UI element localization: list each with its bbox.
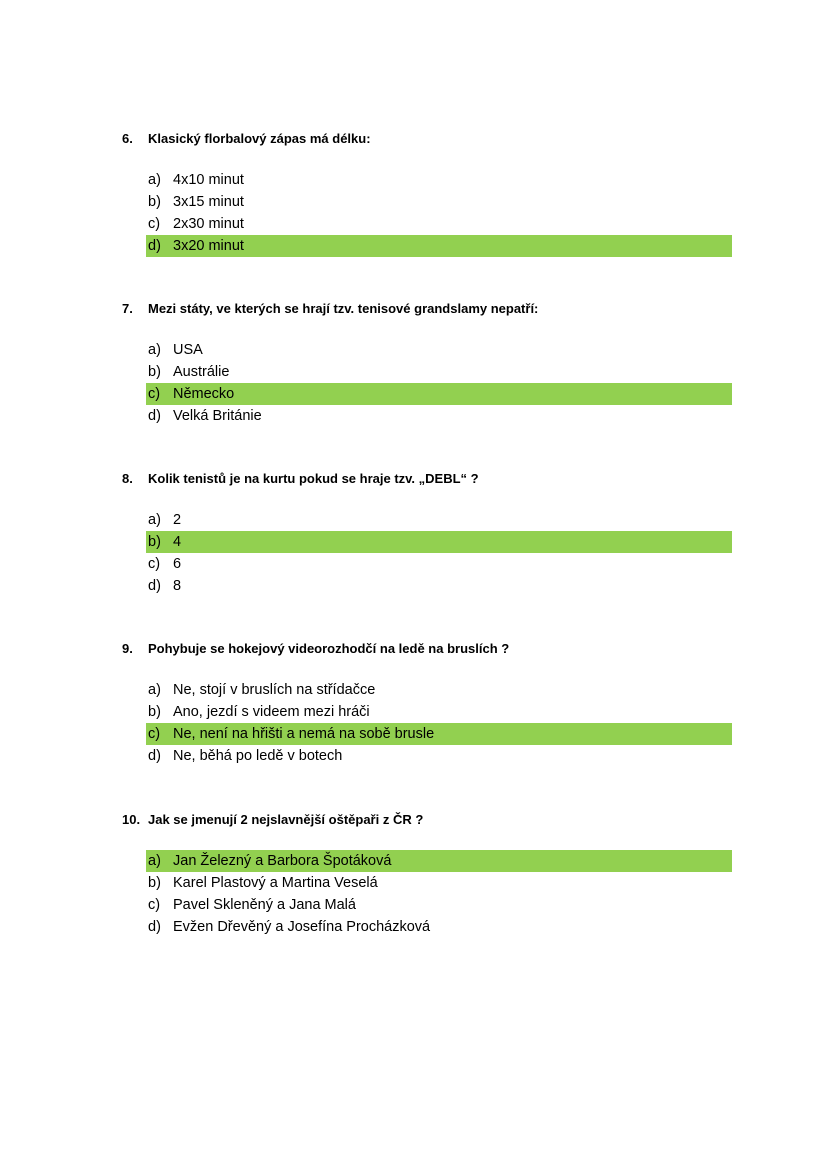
answer-text: 6	[173, 556, 182, 572]
answer-option[interactable]	[146, 169, 732, 191]
answer-letter: b)	[148, 194, 161, 210]
question-title	[122, 298, 732, 320]
question-9	[122, 638, 732, 783]
answer-letter: d)	[148, 919, 161, 935]
answer-letter: d)	[148, 408, 161, 424]
question-number: 10.	[122, 812, 141, 827]
answer-text: USA	[173, 342, 203, 358]
answer-letter: a)	[148, 172, 161, 188]
answer-text: Karel Plastový a Martina Veselá	[173, 875, 378, 891]
answer-option[interactable]	[146, 509, 732, 531]
answer-letter: c)	[148, 726, 161, 742]
answer-option[interactable]	[146, 191, 732, 213]
question-title	[122, 128, 732, 150]
question-number: 6.	[122, 131, 133, 146]
answer-letter: c)	[148, 556, 161, 572]
question-text: Pohybuje se hokejový videorozhodčí na ledě na bruslích ?	[148, 641, 510, 656]
answer-letter: b)	[148, 704, 161, 720]
answer-list	[122, 509, 732, 597]
answer-text: 2	[173, 512, 182, 528]
answer-text: Ne, není na hřišti a nemá na sobě brusle	[173, 726, 435, 742]
answer-list	[122, 679, 732, 767]
answer-text: Ne, běhá po ledě v botech	[173, 748, 343, 764]
question-number: 7.	[122, 301, 133, 316]
answer-option[interactable]	[146, 361, 732, 383]
question-title	[122, 809, 732, 831]
answer-option[interactable]	[146, 405, 732, 427]
answer-option[interactable]	[146, 235, 732, 257]
question-7	[122, 298, 732, 443]
answer-list	[122, 339, 732, 427]
answer-text: 4x10 minut	[173, 172, 244, 188]
answer-letter: a)	[148, 512, 161, 528]
answer-option[interactable]	[146, 916, 732, 938]
answer-option[interactable]	[146, 850, 732, 872]
answer-option[interactable]	[146, 575, 732, 597]
answer-letter: b)	[148, 875, 161, 891]
answer-option[interactable]	[146, 679, 732, 701]
question-10	[122, 809, 732, 954]
question-text: Mezi státy, ve kterých se hrají tzv. tenisové grandslamy nepatří:	[148, 301, 539, 316]
answer-letter: a)	[148, 853, 161, 869]
answer-text: Velká Británie	[173, 408, 262, 424]
answer-option[interactable]	[146, 701, 732, 723]
answer-text: 3x15 minut	[173, 194, 244, 210]
answer-letter: b)	[148, 534, 161, 550]
answer-letter: a)	[148, 342, 161, 358]
answer-option[interactable]	[146, 383, 732, 405]
question-6	[122, 128, 732, 273]
question-title	[122, 638, 732, 660]
answer-option[interactable]	[146, 872, 732, 894]
question-text: Jak se jmenují 2 nejslavnější oštěpaři z ČR ?	[148, 812, 424, 827]
answer-letter: d)	[148, 238, 161, 254]
question-number: 9.	[122, 641, 133, 656]
question-title	[122, 468, 732, 490]
answer-text: 8	[173, 578, 182, 594]
answer-text: Ano, jezdí s videem mezi hráči	[173, 704, 370, 720]
answer-letter: d)	[148, 578, 161, 594]
answer-text: Evžen Dřevěný a Josefína Procházková	[173, 919, 431, 935]
answer-list	[122, 169, 732, 257]
answer-text: Ne, stojí v bruslích na střídačce	[173, 682, 376, 698]
answer-option[interactable]	[146, 745, 732, 767]
answer-option[interactable]	[146, 553, 732, 575]
answer-option[interactable]	[146, 894, 732, 916]
question-text: Kolik tenistů je na kurtu pokud se hraje tzv. „DEBL“ ?	[148, 471, 479, 486]
answer-letter: a)	[148, 682, 161, 698]
question-8	[122, 468, 732, 613]
answer-text: Německo	[173, 386, 235, 402]
answer-list	[122, 850, 732, 938]
answer-letter: c)	[148, 386, 161, 402]
answer-letter: c)	[148, 897, 161, 913]
question-number: 8.	[122, 471, 133, 486]
answer-letter: d)	[148, 748, 161, 764]
answer-letter: c)	[148, 216, 161, 232]
answer-text: 3x20 minut	[173, 238, 244, 254]
answer-letter: b)	[148, 364, 161, 380]
question-text: Klasický florbalový zápas má délku:	[148, 131, 371, 146]
answer-text: Jan Železný a Barbora Špotáková	[173, 853, 392, 869]
answer-text: Pavel Skleněný a Jana Malá	[173, 897, 356, 913]
answer-option[interactable]	[146, 213, 732, 235]
answer-option[interactable]	[146, 339, 732, 361]
answer-text: Austrálie	[173, 364, 230, 380]
answer-option[interactable]	[146, 531, 732, 553]
answer-option[interactable]	[146, 723, 732, 745]
answer-text: 2x30 minut	[173, 216, 244, 232]
answer-text: 4	[173, 534, 182, 550]
